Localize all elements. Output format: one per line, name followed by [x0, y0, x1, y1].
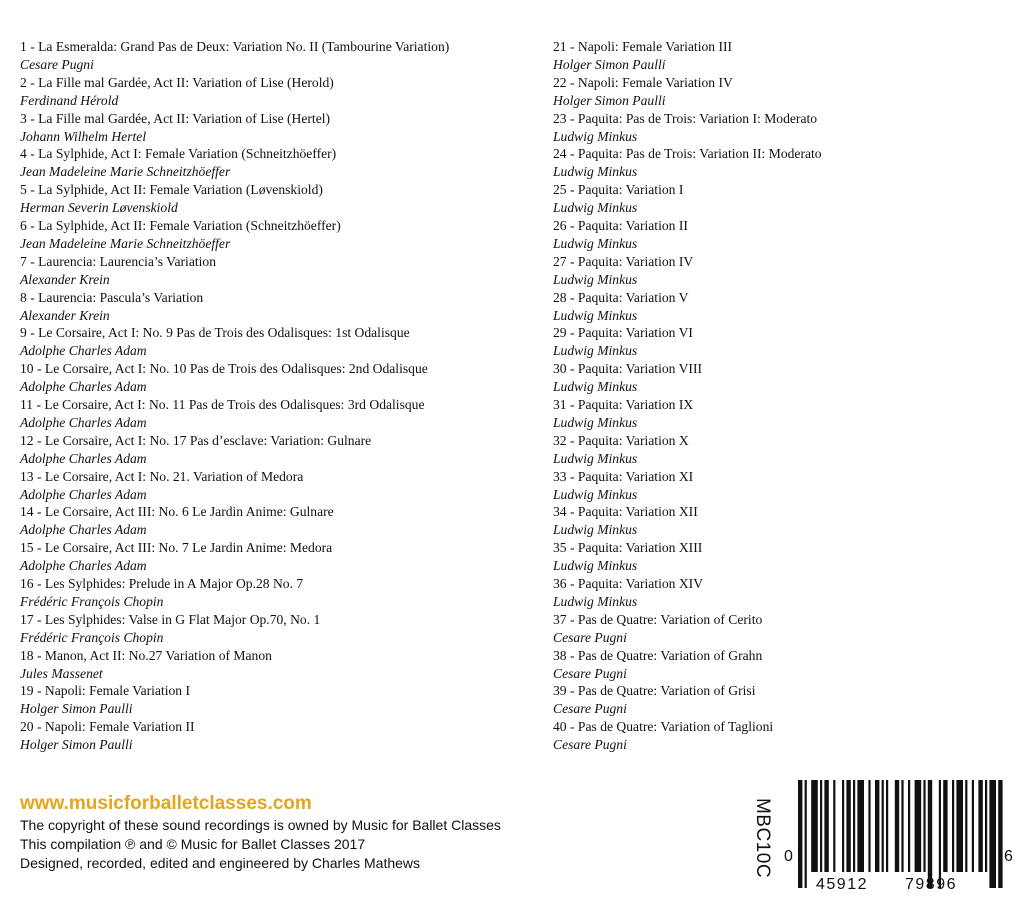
- track-composer: Alexander Krein: [20, 307, 110, 323]
- track-item: [20, 289, 540, 325]
- track-title: 18 - Manon, Act II: No.27 Variation of Manon: [20, 647, 272, 663]
- track-title: 17 - Les Sylphides: Valse in G Flat Major Op.70, No. 1: [20, 611, 321, 627]
- catalog-number: [740, 778, 784, 898]
- track-title: 32 - Paquita: Variation X: [553, 432, 689, 448]
- track-title: 13 - Le Corsaire, Act I: No. 21. Variation of Medora: [20, 468, 304, 484]
- barcode-left-digit: 0: [784, 848, 793, 865]
- track-item: [20, 647, 540, 683]
- track-title: 10 - Le Corsaire, Act I: No. 10 Pas de Trois des Odalisques: 2nd Odalisque: [20, 361, 428, 377]
- track-item: [20, 575, 540, 611]
- track-composer: Adolphe Charles Adam: [20, 343, 147, 359]
- track-item: [553, 253, 1013, 289]
- track-title: 2 - La Fille mal Gardée, Act II: Variation of Lise (Herold): [20, 74, 334, 90]
- barcode-bar: [928, 780, 932, 888]
- track-composer: Ludwig Minkus: [553, 271, 638, 287]
- track-item: [553, 468, 1013, 504]
- track-item: [553, 181, 1013, 217]
- barcode-bar: [820, 780, 822, 872]
- catalog-number-text: MBC10C: [752, 797, 773, 879]
- track-item: [553, 110, 1013, 146]
- track-title: 23 - Paquita: Pas de Trois: Variation I: Moderato: [553, 110, 818, 126]
- track-item: [553, 145, 1013, 181]
- track-composer: Jean Madeleine Marie Schneitzhöeffer: [20, 164, 231, 180]
- track-item: [553, 503, 1013, 539]
- track-composer: Johann Wilhelm Hertel: [20, 128, 147, 144]
- barcode-bar: [857, 780, 864, 872]
- barcode-bar: [965, 780, 967, 872]
- track-composer: Ludwig Minkus: [553, 343, 638, 359]
- barcode-right-digit: 6: [1004, 848, 1013, 865]
- track-item: [20, 110, 540, 146]
- website-link[interactable]: www.musicforballetclasses.com: [20, 793, 312, 814]
- track-item: [20, 611, 540, 647]
- track-title: 39 - Pas de Quatre: Variation of Grisi: [553, 683, 756, 699]
- track-composer: Frédéric François Chopin: [20, 593, 164, 609]
- barcode-bar: [989, 780, 996, 888]
- track-item: [553, 718, 1013, 754]
- barcode-bar: [833, 780, 835, 872]
- track-item: [20, 503, 540, 539]
- track-title: 8 - Laurencia: Pascula’s Variation: [20, 289, 204, 305]
- track-title: 15 - Le Corsaire, Act III: No. 7 Le Jardin Anime: Medora: [20, 540, 333, 556]
- track-title: 40 - Pas de Quatre: Variation of Taglioni: [553, 719, 774, 735]
- track-item: [20, 360, 540, 396]
- track-composer: Ludwig Minkus: [553, 593, 638, 609]
- track-title: 29 - Paquita: Variation VI: [553, 325, 693, 341]
- track-composer: Cesare Pugni: [553, 737, 627, 753]
- track-composer: Herman Severin Løvenskiold: [20, 200, 178, 216]
- track-title: 14 - Le Corsaire, Act III: No. 6 Le Jardin Anime: Gulnare: [20, 504, 334, 520]
- track-title: 4 - La Sylphide, Act I: Female Variation (Schneitzhöeffer): [20, 146, 337, 162]
- track-item: [20, 718, 540, 754]
- barcode-bar: [972, 780, 974, 872]
- barcode-bar: [985, 780, 987, 872]
- track-title: 3 - La Fille mal Gardée, Act II: Variation of Lise (Hertel): [20, 110, 331, 126]
- barcode-bar: [895, 780, 899, 872]
- barcode-bar: [853, 780, 855, 872]
- barcode-bar: [842, 780, 844, 872]
- track-title: 33 - Paquita: Variation XI: [553, 468, 694, 484]
- track-item: [553, 575, 1013, 611]
- barcode-bar: [915, 780, 922, 872]
- track-item: [553, 74, 1013, 110]
- track-composer: Ludwig Minkus: [553, 486, 638, 502]
- track-item: [20, 324, 540, 360]
- barcode-bar: [811, 780, 818, 872]
- barcode: [782, 780, 1016, 896]
- track-title: 16 - Les Sylphides: Prelude in A Major Op.28 No. 7: [20, 575, 304, 591]
- barcode-bar: [943, 780, 947, 872]
- track-item: [20, 253, 540, 289]
- barcode-bar: [846, 780, 850, 872]
- track-item: [20, 539, 540, 575]
- track-title: 25 - Paquita: Variation I: [553, 182, 684, 198]
- track-title: 19 - Napoli: Female Variation I: [20, 683, 191, 699]
- track-title: 22 - Napoli: Female Variation IV: [553, 74, 733, 90]
- barcode-bar: [956, 780, 963, 872]
- track-item: [553, 289, 1013, 325]
- track-composer: Adolphe Charles Adam: [20, 379, 147, 395]
- track-title: 5 - La Sylphide, Act II: Female Variation (Løvenskiold): [20, 182, 323, 198]
- barcode-bar: [798, 780, 802, 888]
- barcode-bar: [882, 780, 884, 872]
- track-title: 28 - Paquita: Variation V: [553, 289, 689, 305]
- track-title: 1 - La Esmeralda: Grand Pas de Deux: Variation No. II (Tambourine Variation): [20, 39, 450, 54]
- track-item: [20, 145, 540, 181]
- track-title: 12 - Le Corsaire, Act I: No. 17 Pas d’esclave: Variation: Gulnare: [20, 432, 372, 448]
- track-composer: Cesare Pugni: [553, 629, 627, 645]
- track-item: [20, 432, 540, 468]
- track-title: 36 - Paquita: Variation XIV: [553, 575, 704, 591]
- track-item: [20, 682, 540, 718]
- barcode-bar: [923, 780, 925, 872]
- track-composer: Holger Simon Paulli: [20, 701, 133, 717]
- track-composer: Holger Simon Paulli: [553, 57, 666, 72]
- track-composer: Ludwig Minkus: [553, 414, 638, 430]
- track-item: [553, 611, 1013, 647]
- track-composer: Alexander Krein: [20, 271, 110, 287]
- track-composer: Adolphe Charles Adam: [20, 414, 147, 430]
- track-composer: Ludwig Minkus: [553, 307, 638, 323]
- track-item: [553, 38, 1013, 74]
- track-title: 11 - Le Corsaire, Act I: No. 11 Pas de Trois des Odalisques: 3rd Odalisque: [20, 396, 425, 412]
- track-title: 27 - Paquita: Variation IV: [553, 253, 694, 269]
- track-composer: Ludwig Minkus: [553, 128, 638, 144]
- barcode-bar: [998, 780, 1002, 888]
- track-composer: Cesare Pugni: [20, 57, 94, 72]
- barcode-bar: [978, 780, 982, 872]
- track-composer: Ludwig Minkus: [553, 200, 638, 216]
- track-list-right: [553, 38, 1013, 754]
- track-composer: Adolphe Charles Adam: [20, 558, 147, 574]
- barcode-bar: [886, 780, 888, 872]
- barcode-bar: [824, 780, 828, 872]
- barcode-bar: [908, 780, 910, 872]
- track-title: 7 - Laurencia: Laurencia’s Variation: [20, 253, 217, 269]
- track-title: 20 - Napoli: Female Variation II: [20, 719, 195, 735]
- track-title: 26 - Paquita: Variation II: [553, 217, 688, 233]
- track-composer: Ferdinand Hérold: [20, 92, 119, 108]
- track-item: [553, 217, 1013, 253]
- track-title: 35 - Paquita: Variation XIII: [553, 540, 703, 556]
- track-title: 30 - Paquita: Variation VIII: [553, 361, 702, 377]
- barcode-bar: [868, 780, 870, 872]
- track-title: 9 - Le Corsaire, Act I: No. 9 Pas de Trois des Odalisques: 1st Odalisque: [20, 325, 410, 341]
- track-item: [20, 181, 540, 217]
- track-item: [553, 396, 1013, 432]
- track-item: [553, 360, 1013, 396]
- track-item: [553, 432, 1013, 468]
- track-composer: Cesare Pugni: [553, 701, 627, 717]
- track-title: 38 - Pas de Quatre: Variation of Grahn: [553, 647, 763, 663]
- track-composer: Ludwig Minkus: [553, 558, 638, 574]
- barcode-bar: [952, 780, 954, 872]
- barcode-group-1: 45912: [816, 876, 868, 893]
- track-composer: Adolphe Charles Adam: [20, 486, 147, 502]
- track-title: 37 - Pas de Quatre: Variation of Cerito: [553, 611, 763, 627]
- track-title: 21 - Napoli: Female Variation III: [553, 39, 733, 54]
- track-composer: Holger Simon Paulli: [553, 92, 666, 108]
- track-item: [553, 539, 1013, 575]
- track-title: 6 - La Sylphide, Act II: Female Variation (Schneitzhöeffer): [20, 217, 341, 233]
- track-composer: Adolphe Charles Adam: [20, 450, 147, 466]
- track-item: [20, 468, 540, 504]
- compilation-line: This compilation ℗ and © Music for Ballet Classes 2017: [20, 836, 366, 852]
- barcode-bar: [875, 780, 879, 872]
- track-composer: Jules Massenet: [20, 665, 103, 681]
- track-composer: Cesare Pugni: [553, 665, 627, 681]
- footer: [20, 792, 501, 873]
- credits-line: Designed, recorded, edited and engineered by Charles Mathews: [20, 855, 421, 871]
- track-item: [553, 647, 1013, 683]
- track-composer: Ludwig Minkus: [553, 235, 638, 251]
- barcode-bar: [901, 780, 903, 872]
- track-title: 24 - Paquita: Pas de Trois: Variation II: Moderato: [553, 146, 822, 162]
- track-title: 31 - Paquita: Variation IX: [553, 396, 694, 412]
- barcode-group-2: 79896: [905, 876, 957, 893]
- track-item: [20, 74, 540, 110]
- track-composer: Holger Simon Paulli: [20, 737, 133, 753]
- barcode-bar: [805, 780, 807, 888]
- copyright-line: The copyright of these sound recordings is owned by Music for Ballet Classes: [20, 817, 501, 833]
- track-item: [20, 38, 540, 74]
- track-composer: Ludwig Minkus: [553, 522, 638, 538]
- track-item: [553, 324, 1013, 360]
- track-composer: Ludwig Minkus: [553, 379, 638, 395]
- track-composer: Jean Madeleine Marie Schneitzhöeffer: [20, 235, 231, 251]
- track-title: 34 - Paquita: Variation XII: [553, 504, 698, 520]
- track-item: [553, 682, 1013, 718]
- track-item: [20, 396, 540, 432]
- track-item: [20, 217, 540, 253]
- track-composer: Ludwig Minkus: [553, 164, 638, 180]
- track-composer: Adolphe Charles Adam: [20, 522, 147, 538]
- track-composer: Ludwig Minkus: [553, 450, 638, 466]
- barcode-bar: [939, 780, 941, 888]
- track-composer: Frédéric François Chopin: [20, 629, 164, 645]
- track-list-left: [20, 38, 540, 754]
